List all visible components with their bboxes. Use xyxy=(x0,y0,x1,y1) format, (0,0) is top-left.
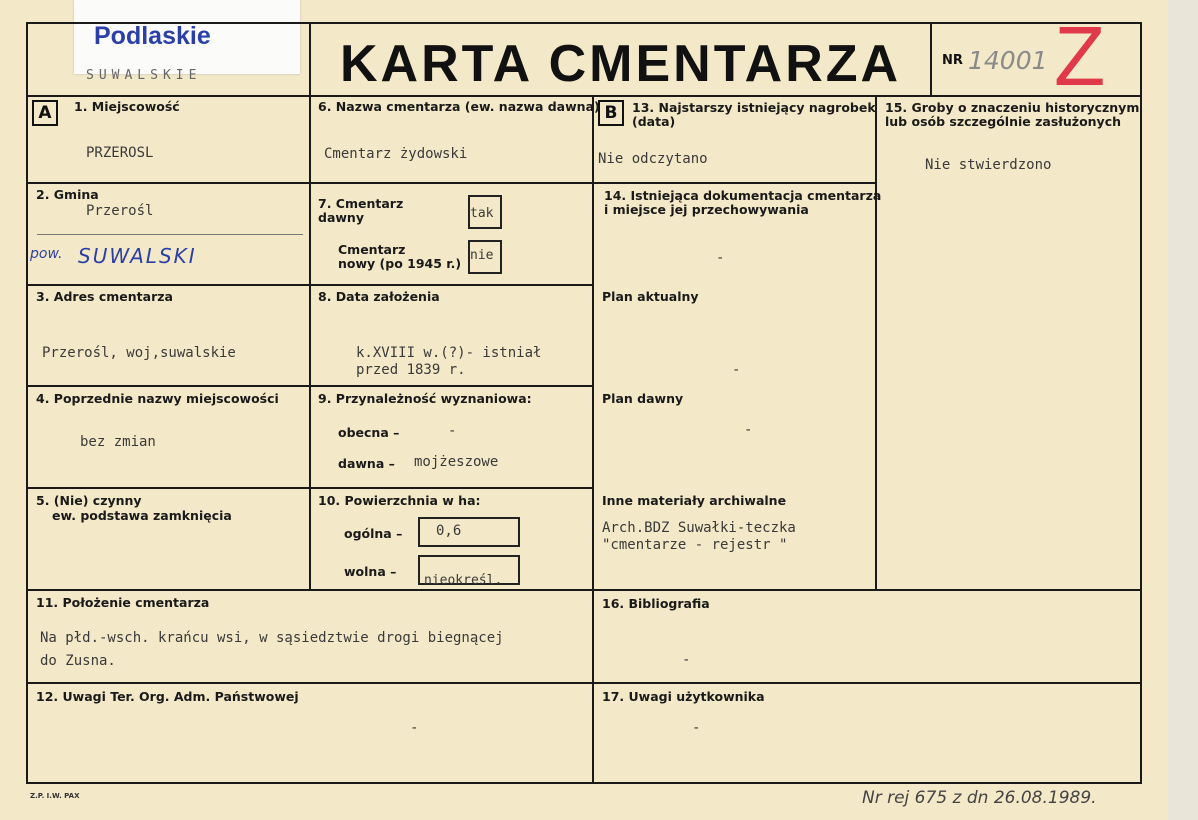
rule-header xyxy=(26,95,1142,97)
section-a-badge: A xyxy=(32,100,58,126)
field-1-value: PRZEROSL xyxy=(86,145,154,161)
field-12-value: - xyxy=(410,720,419,736)
field-2-label: 2. Gmina xyxy=(36,187,99,202)
rule-v xyxy=(930,22,932,95)
field-7-old-value: tak xyxy=(470,206,494,221)
nr-label: NR xyxy=(942,53,963,68)
field-1-label: 1. Miejscowość xyxy=(74,99,180,114)
field-17-value: - xyxy=(692,720,701,736)
area-total-value: 0,6 xyxy=(436,523,462,539)
field-7-new-value: nie xyxy=(470,248,494,263)
plan-past-value: - xyxy=(744,422,753,438)
field-11-label: 11. Położenie cmentarza xyxy=(36,595,210,610)
field-17-label: 17. Uwagi użytkownika xyxy=(602,689,765,704)
rule-thin xyxy=(37,234,303,235)
area-total-box xyxy=(418,517,520,547)
field-6-label: 6. Nazwa cmentarza (ew. nazwa dawna) xyxy=(318,99,600,114)
field-2-value: Przerośl xyxy=(86,203,154,219)
plan-current-label: Plan aktualny xyxy=(602,289,699,304)
rule xyxy=(26,682,1142,684)
card-edge xyxy=(1168,0,1198,820)
area-free-value: nieokreśl. xyxy=(424,573,503,588)
previous-voivodeship: SUWALSKIE xyxy=(86,68,202,83)
denomination-past-value: mojżeszowe xyxy=(414,454,499,470)
field-6-value: Cmentarz żydowski xyxy=(324,146,468,162)
rule-v xyxy=(875,95,877,589)
district-value: SUWALSKI xyxy=(78,244,197,268)
field-5-label: 5. (Nie) czynny xyxy=(36,493,142,508)
field-15-label: 15. Groby o znaczeniu historycznym lub osób szczególnie zasłużonych xyxy=(885,100,1140,129)
plan-past-label: Plan dawny xyxy=(602,391,684,406)
field-8-label: 8. Data założenia xyxy=(318,289,440,304)
field-13-label: 13. Najstarszy istniejący nagrobek (data) xyxy=(632,100,876,129)
denomination-current-label: obecna – xyxy=(338,425,400,440)
field-4-value: bez zmian xyxy=(80,434,156,450)
archives-label: Inne materiały archiwalne xyxy=(602,493,787,508)
rule xyxy=(592,182,876,184)
field-9-label: 9. Przynależność wyznaniowa: xyxy=(318,391,532,406)
rule xyxy=(26,589,1142,591)
nr-value: 14001 xyxy=(968,46,1048,75)
field-8-value: k.XVIII w.(?)- istniał przed 1839 r. xyxy=(356,345,542,378)
red-mark: Z xyxy=(1054,9,1106,103)
field-14-value: - xyxy=(716,250,725,266)
field-15-value: Nie stwierdzono xyxy=(925,157,1052,173)
field-7-old-label: 7. Cmentarz dawny xyxy=(318,196,404,225)
rule-v xyxy=(309,22,311,589)
field-3-label: 3. Adres cmentarza xyxy=(36,289,173,304)
area-free-label: wolna – xyxy=(344,564,397,579)
field-11-value: Na płd.-wsch. krańcu wsi, w sąsiedztwie drogi biegnącej do Zusna. xyxy=(40,630,504,669)
field-10-label: 10. Powierzchnia w ha: xyxy=(318,493,481,508)
field-3-value: Przerośl, woj,suwalskie xyxy=(42,345,236,361)
region-stamp-text: Podlaskie xyxy=(94,22,211,50)
field-16-value: - xyxy=(682,652,691,668)
field-7-new-label: Cmentarz nowy (po 1945 r.) xyxy=(338,242,462,271)
area-total-label: ogólna – xyxy=(344,526,403,541)
district-prefix: pow. xyxy=(30,246,63,262)
registration-note: Nr rej 675 z dn 26.08.1989. xyxy=(862,788,1097,808)
field-16-label: 16. Bibliografia xyxy=(602,596,710,611)
card-title: KARTA CMENTARZA xyxy=(340,35,902,93)
denomination-current-value: - xyxy=(448,423,457,439)
archives-value: Arch.BDZ Suwałki-teczka "cmentarze - rejestr " xyxy=(602,520,796,553)
rule-v xyxy=(592,95,594,782)
section-b-badge: B xyxy=(598,100,624,126)
printer-mark: Z.P. I.W. PAX xyxy=(30,792,80,800)
field-12-label: 12. Uwagi Ter. Org. Adm. Państwowej xyxy=(36,689,299,704)
field-5-sublabel: ew. podstawa zamknięcia xyxy=(52,508,232,523)
field-14-label: 14. Istniejąca dokumentacja cmentarza i miejsce jej przechowywania xyxy=(604,188,882,217)
plan-current-value: - xyxy=(732,362,741,378)
field-4-label: 4. Poprzednie nazwy miejscowości xyxy=(36,391,279,406)
denomination-past-label: dawna – xyxy=(338,456,395,471)
field-13-value: Nie odczytano xyxy=(598,151,708,167)
